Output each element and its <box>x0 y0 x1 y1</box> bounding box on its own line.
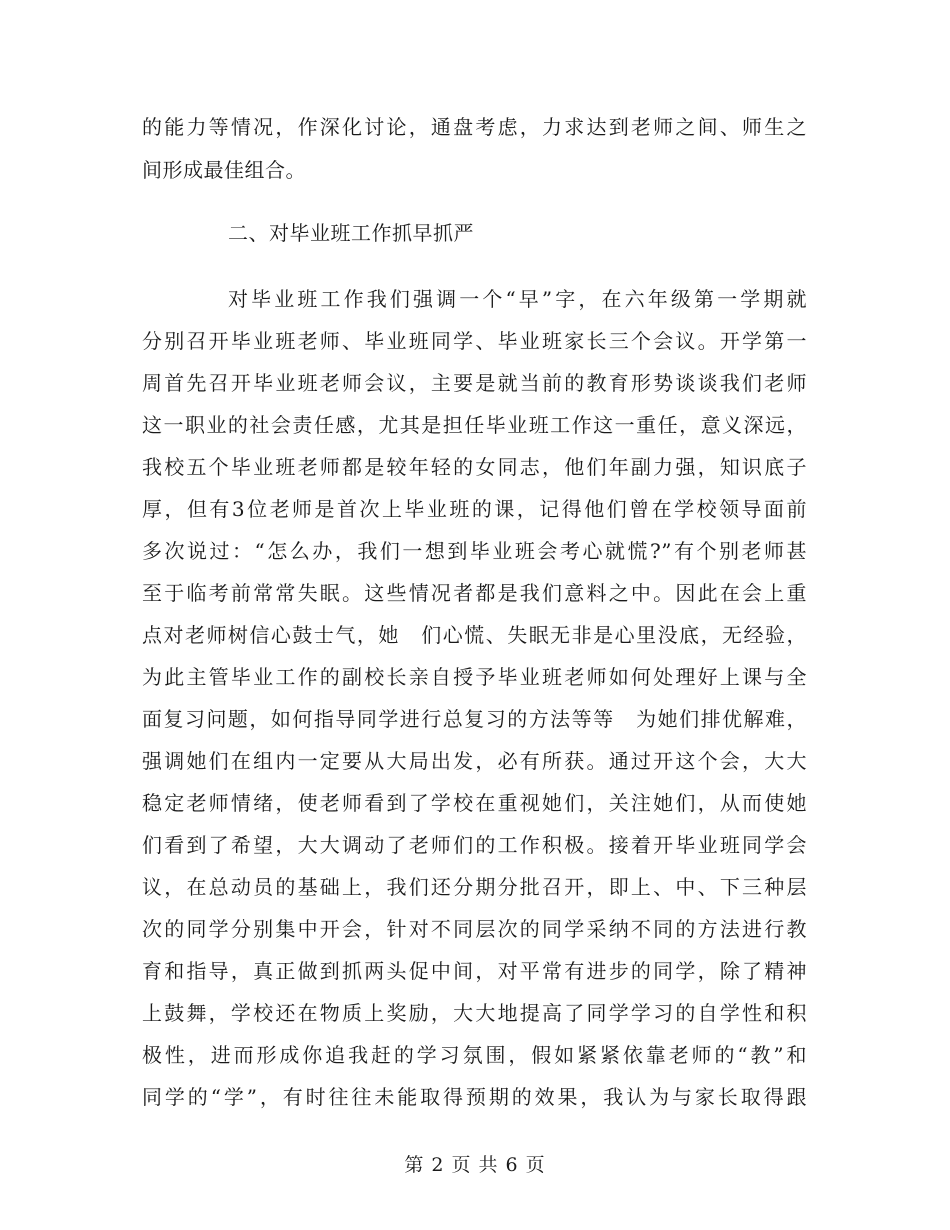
paragraph-line: 育和指导，真正做到抓两头促中间，对平常有进步的同学，除了精神 <box>142 959 807 983</box>
paragraph-line: 的能力等情况，作深化讨论，通盘考虑，力求达到老师之间、师生之 <box>142 115 807 139</box>
paragraph-line: 议，在总动员的基础上，我们还分期分批召开，即上、中、下三种层 <box>142 875 807 899</box>
paragraph-line: 周首先召开毕业班老师会议，主要是就当前的教育形势谈谈我们老师 <box>142 371 807 395</box>
paragraph-line: 稳定老师情绪，使老师看到了学校在重视她们，关注她们，从而使她 <box>142 791 807 815</box>
paragraph-line: 点对老师树信心鼓士气，她 们心慌、失眠无非是心里没底，无经验， <box>142 623 807 647</box>
paragraph-line: 至于临考前常常失眠。这些情况者都是我们意料之中。因此在会上重 <box>142 581 807 605</box>
paragraph-line: 分别召开毕业班老师、毕业班同学、毕业班家长三个会议。开学第一 <box>142 329 807 353</box>
paragraph-line: 这一职业的社会责任感，尤其是担任毕业班工作这一重任，意义深远， <box>142 413 807 437</box>
paragraph-line: 我校五个毕业班老师都是较年轻的女同志，他们年副力强，知识底子 <box>142 455 807 479</box>
paragraph-line: 极性，进而形成你追我赶的学习氛围，假如紧紧依靠老师的“教”和 <box>142 1043 807 1067</box>
paragraph-line: 对毕业班工作我们强调一个“早”字，在六年级第一学期就 <box>228 287 807 311</box>
paragraph-line: 上鼓舞，学校还在物质上奖励，大大地提高了同学学习的自学性和积 <box>142 1001 807 1025</box>
paragraph-line: 们看到了希望，大大调动了老师们的工作积极。接着开毕业班同学会 <box>142 833 807 857</box>
paragraph-line: 面复习问题，如何指导同学进行总复习的方法等等 为她们排优解难， <box>142 707 807 731</box>
paragraph-line: 间形成最佳组合。 <box>142 158 306 182</box>
paragraph-line: 为此主管毕业工作的副校长亲自授予毕业班老师如何处理好上课与全 <box>142 665 807 689</box>
paragraph-line: 多次说过：“怎么办，我们一想到毕业班会考心就慌?”有个别老师甚 <box>142 539 807 563</box>
section-heading: 二、对毕业班工作抓早抓严 <box>228 221 474 245</box>
paragraph-line: 次的同学分别集中开会，针对不同层次的同学采纳不同的方法进行教 <box>142 917 807 941</box>
paragraph-line: 厚，但有3位老师是首次上毕业班的课，记得他们曾在学校领导面前 <box>142 497 807 521</box>
paragraph-line: 同学的“学”，有时往往未能取得预期的效果，我认为与家长取得跟 <box>142 1085 807 1109</box>
page-number-footer: 第 2 页 共 6 页 <box>404 1154 546 1176</box>
paragraph-line: 强调她们在组内一定要从大局出发，必有所获。通过开这个会，大大 <box>142 749 807 773</box>
